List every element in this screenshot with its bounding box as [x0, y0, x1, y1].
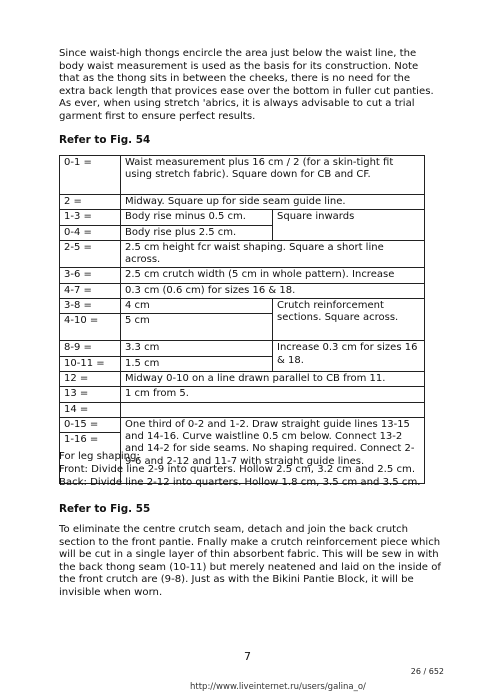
row-key: 12 =	[60, 371, 121, 386]
row-value	[121, 402, 425, 417]
row-value: Body rise plus 2.5 cm.	[121, 225, 273, 240]
row-key: 8-9 =	[60, 341, 121, 356]
table-row	[60, 299, 425, 314]
row-key: 1-16 =	[60, 433, 121, 484]
row-note: Increase 0.3 cm for sizes 16 & 18.	[273, 341, 425, 372]
row-value: Waist measurement plus 16 cm / 2 (for a skin-tight fit using stretch fabric). Square down for CB and CF.	[121, 156, 425, 195]
table-row	[60, 283, 425, 298]
row-key: 2-5 =	[60, 240, 121, 268]
table-row	[60, 402, 425, 417]
row-value: 5 cm	[121, 314, 273, 341]
table-row	[60, 268, 425, 283]
table-row	[60, 195, 425, 210]
leg-shaping-title: For leg shaping:	[59, 451, 140, 462]
row-value: 2.5 cm height fcr waist shaping. Square a short line across.	[121, 240, 425, 268]
row-value: 1.5 cm	[121, 356, 273, 371]
row-note: Square inwards	[273, 210, 425, 241]
page-count: 26 / 652	[410, 667, 444, 676]
row-value: Midway. Square up for side seam guide line.	[121, 195, 425, 210]
row-key: 3-8 =	[60, 299, 121, 314]
row-key: 0-4 =	[60, 225, 121, 240]
row-key: 1-3 =	[60, 210, 121, 225]
row-key: 2 =	[60, 195, 121, 210]
heading-fig-54: Refer to Fig. 54	[59, 134, 151, 146]
table-row	[60, 387, 425, 402]
row-value: One third of 0-2 and 1-2. Draw straight guide lines 13-15 and 14-16. Curve waistline 0.5 cm below. Connect 13-2 and 14-2 for side seams. No shaping required. Connect 2-9-6 and 2-12 and 11-7 with straight guide lines.	[121, 417, 425, 483]
leg-shaping-back: Back: Divide line 2-12 into quarters. Hollow 1.8 cm, 3.5 cm and 3.5 cm.	[59, 477, 421, 488]
measurement-table	[59, 155, 425, 484]
table-row	[60, 371, 425, 386]
intro-paragraph: Since waist-high thongs encircle the area just below the waist line, the body waist measurement is used as the basis for its construction. Note that as the thong sits in between the cheeks, there is no need for the extra back length that provices ease over the bottom in fuller cut panties. As ever, when using stretch 'abrics, it is always advisable to cut a trial garment first to ensure perfect results.	[59, 48, 434, 122]
table-row	[60, 417, 425, 432]
table-row	[60, 341, 425, 356]
row-value: 1 cm from 5.	[121, 387, 425, 402]
leg-shaping-front: Front: Divide line 2-9 into quarters. Hollow 2.5 cm, 3.2 cm and 2.5 cm.	[59, 464, 416, 475]
row-value: 3.3 cm	[121, 341, 273, 356]
row-key: 10-11 =	[60, 356, 121, 371]
row-key: 4-7 =	[60, 283, 121, 298]
row-value: 0.3 cm (0.6 cm) for sizes 16 & 18.	[121, 283, 425, 298]
row-key: 14 =	[60, 402, 121, 417]
table-row	[60, 156, 425, 195]
row-key: 0-15 =	[60, 417, 121, 432]
row-value: Midway 0-10 on a line drawn parallel to CB from 11.	[121, 371, 425, 386]
table-row	[60, 240, 425, 268]
row-key: 0-1 =	[60, 156, 121, 195]
table-row	[60, 210, 425, 225]
row-key: 4-10 =	[60, 314, 121, 341]
row-value: 2.5 cm crutch width (5 cm in whole pattern). Increase	[121, 268, 425, 283]
page-number: 7	[244, 650, 251, 663]
source-url: http://www.liveinternet.ru/users/galina_o/	[190, 682, 366, 692]
fig55-paragraph: To eliminate the centre crutch seam, detach and join the back crutch section to the front pantie. Fnally make a crutch reinforcement piece which will be cut in a single layer of thin absorbent fabric. This will be sew in with the back thong seam (10-11) but merely neatened and laid on the inside of the front crutch are (9-8). Just as with the Bikini Pantie Block, it will be invisible when worn.	[59, 524, 441, 598]
row-note: Crutch reinforcement sections. Square across.	[273, 299, 425, 341]
row-value: 4 cm	[121, 299, 273, 314]
row-key: 3-6 =	[60, 268, 121, 283]
row-value: Body rise minus 0.5 cm.	[121, 210, 273, 225]
row-key: 13 =	[60, 387, 121, 402]
heading-fig-55: Refer to Fig. 55	[59, 503, 151, 515]
